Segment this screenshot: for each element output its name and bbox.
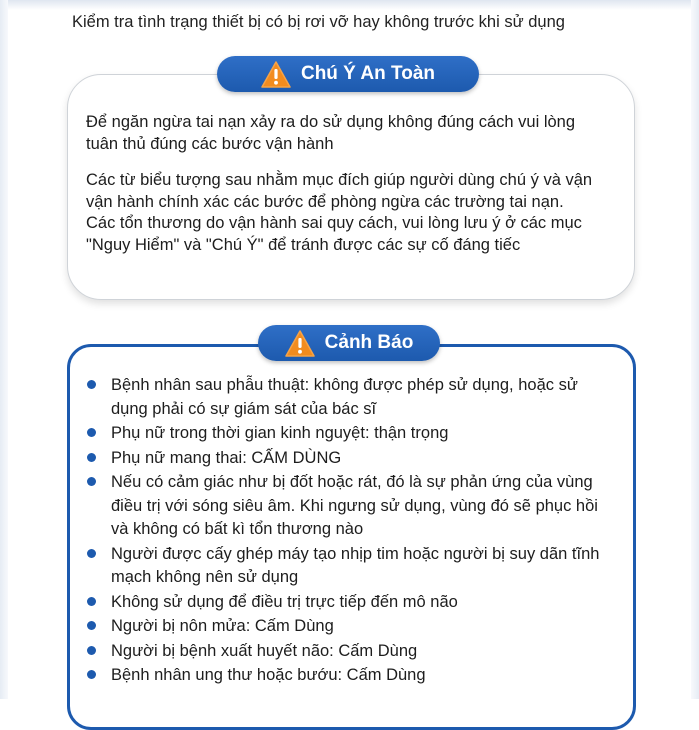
list-item-text: Người được cấy ghép máy tạo nhịp tim hoặc người bị suy dãn tĩnh mạch không nên sử dụng (111, 544, 600, 586)
list-item (87, 615, 632, 639)
bullet-dot (87, 549, 96, 558)
top-note: Kiểm tra tình trạng thiết bị có bị rơi vỡ hay không trước khi sử dụng (72, 13, 565, 31)
bullet-dot (87, 597, 96, 606)
warning-list (87, 374, 632, 689)
list-item-text: Người bị bệnh xuất huyết não: Cấm Dùng (111, 641, 418, 660)
list-item (87, 422, 632, 446)
list-item-text: Không sử dụng để điều trị trực tiếp đến mô não (111, 592, 458, 611)
list-item (87, 374, 632, 421)
safety-title: Chú Ý An Toàn (300, 63, 436, 84)
top-shadow (0, 0, 699, 10)
warning-triangle-icon (261, 61, 291, 88)
list-item-text: Phụ nữ mang thai: CẤM DÙNG (111, 448, 342, 467)
list-item-text: Phụ nữ trong thời gian kinh nguyệt: thận trọng (111, 424, 449, 442)
list-item (87, 640, 632, 664)
list-item-text: Người bị nôn mửa: Cấm Dùng (111, 617, 334, 635)
right-frame-edge (691, 0, 699, 699)
list-item (87, 591, 632, 615)
safety-paragraph-2: Các từ biểu tượng sau nhằm mục đích giúp người dùng chú ý và vận vận hành chính xác các bước để phòng ngừa các trường tai nạn. Các tổn thương do vận hành sai quy cách, vui lòng lưu ý ở các mục "Nguy Hiểm" và "Chú Ý" để tránh được các sự cố đáng tiếc (86, 171, 593, 254)
left-frame-edge (0, 0, 8, 699)
list-item (87, 664, 632, 688)
safety-paragraph-1: Để ngăn ngừa tai nạn xảy ra do sử dụng không đúng cách vui lòng tuân thủ đúng các bước vận hành (86, 113, 576, 153)
bullet-dot (87, 428, 96, 437)
list-item (87, 447, 632, 471)
warning-title-pill (258, 325, 440, 361)
bullet-dot (87, 646, 96, 655)
bullet-dot (87, 621, 96, 630)
list-item-text: Nếu có cảm giác như bị đốt hoặc rát, đó là sự phản ứng của vùng điều trị với sóng siêu âm. Khi ngưng sử dụng, vùng đó sẽ phục hồi và không có bất kì tổn thương nào (111, 473, 598, 538)
warning-triangle-icon (285, 330, 315, 357)
list-item-text: Bệnh nhân ung thư hoặc bướu: Cấm Dùng (111, 666, 426, 684)
list-item (87, 543, 632, 590)
safety-title-pill (217, 56, 479, 92)
bullet-dot (87, 477, 96, 486)
warning-title: Cảnh Báo (324, 332, 414, 353)
bullet-dot (87, 380, 96, 389)
list-item-text: Bệnh nhân sau phẫu thuật: không được phép sử dụng, hoặc sử dụng phải có sự giám sát của bác sĩ (111, 376, 578, 418)
bullet-dot (87, 453, 96, 462)
bullet-dot (87, 670, 96, 679)
list-item (87, 471, 632, 542)
